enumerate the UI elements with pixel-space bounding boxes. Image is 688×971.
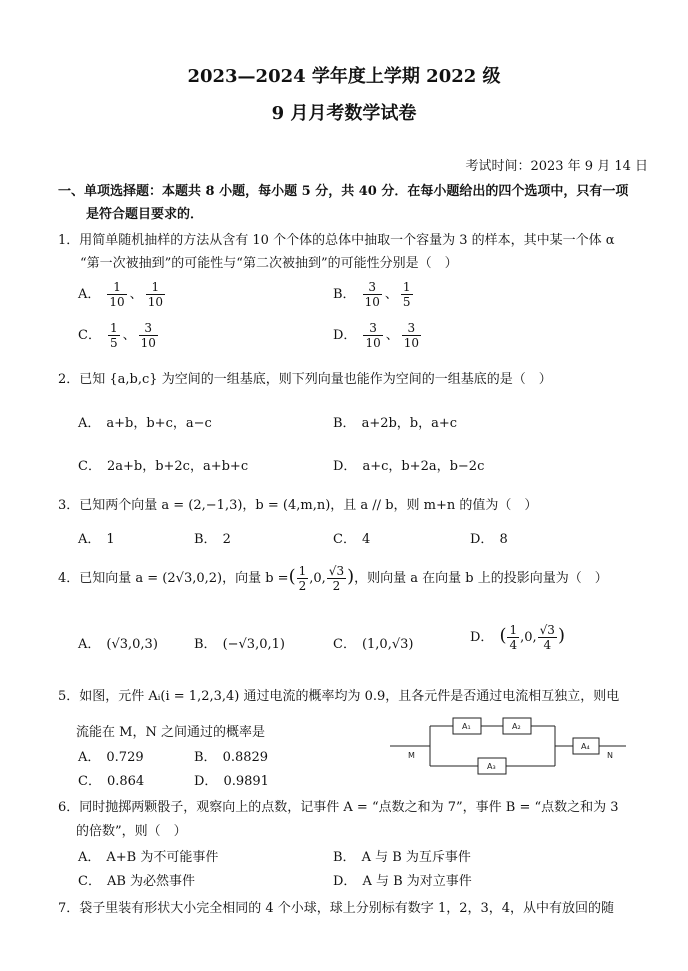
- q2-option-a[interactable]: A． a+b，b+c，a−c: [78, 416, 212, 431]
- q4-option-d[interactable]: D． ( $\frac{1}{4}$ ,0, $\frac{√3}{4}$ ): [470, 623, 565, 652]
- fraction: $\frac{3}{10}$: [140, 321, 156, 350]
- q1-stem: 1．用简单随机抽样的方法从含有 10 个个体的总体中抽取一个容量为 3 的样本，其中某一个体 α: [58, 233, 615, 248]
- q5-option-d[interactable]: D． 0.9891: [194, 774, 269, 789]
- label-a4: A₄: [581, 742, 590, 751]
- q2-option-b[interactable]: B． a+2b，b，a+c: [333, 416, 458, 431]
- q6-option-a[interactable]: A． A+B 为不可能事件: [78, 850, 219, 865]
- label-n: N: [607, 751, 613, 760]
- exam-title-line2: 9 月月考数学试卷: [271, 103, 417, 124]
- circuit-diagram: [390, 708, 635, 783]
- q5-stem-cont: 流能在 M，N 之间通过的概率是: [76, 725, 265, 740]
- q5-stem: 5．如图，元件 Aᵢ(i = 1,2,3,4) 通过电流的概率均为 0.9，且各元件是否通过电流相互独立，则电: [58, 689, 620, 704]
- fraction: $\frac{1}{5}$: [109, 321, 118, 350]
- option-label: D．: [333, 328, 357, 343]
- fraction: $\frac{√3}{2}$: [328, 564, 345, 593]
- q1-stem-cont: “第一次被抽到”的可能性与“第二次被抽到”的可能性分别是（ ）: [80, 256, 458, 271]
- q5-option-b[interactable]: B． 0.8829: [194, 750, 269, 765]
- q6-option-c[interactable]: C． AB 为必然事件: [78, 874, 196, 889]
- q3-option-d[interactable]: D． 8: [470, 532, 508, 547]
- q1-option-c[interactable]: C． $\frac{1}{5}$ 、 $\frac{3}{10}$: [78, 321, 156, 350]
- q6-stem: 6．同时抛掷两颗骰子，观察向上的点数，记事件 A = “点数之和为 7”，事件 B = “点数之和为 3: [58, 800, 619, 815]
- q5-option-c[interactable]: C． 0.864: [78, 774, 145, 789]
- q4-stem: 4．已知向量 a = (2√3,0,2)，向量 b =( $\frac{1}{2}$ ,0, $\frac{√3}{2}$ )，则向量 a 在向量 b 上的投影向量为（ ）: [58, 564, 608, 593]
- q3-option-c[interactable]: C． 4: [333, 532, 371, 547]
- fraction: $\frac{1}{10}$: [147, 280, 163, 309]
- q6-option-d[interactable]: D． A 与 B 为对立事件: [333, 874, 472, 889]
- section1-heading-cont: 是符合题目要求的．: [86, 207, 204, 222]
- q6-option-b[interactable]: B． A 与 B 为互斥事件: [333, 850, 471, 865]
- q3-option-b[interactable]: B． 2: [194, 532, 231, 547]
- exam-title-line1: 2023—2024 学年度上学期 2022 级: [187, 66, 501, 87]
- fraction: $\frac{1}{4}$: [509, 623, 518, 652]
- label-a1: A₁: [462, 722, 471, 731]
- q5-option-a[interactable]: A． 0.729: [78, 750, 144, 765]
- fraction: $\frac{3}{10}$: [365, 321, 381, 350]
- label-m: M: [408, 751, 415, 760]
- q1-option-d[interactable]: D． $\frac{3}{10}$ 、 $\frac{3}{10}$: [333, 321, 420, 350]
- fraction: $\frac{3}{10}$: [364, 280, 380, 309]
- option-label: A．: [78, 287, 101, 302]
- fraction: $\frac{√3}{4}$: [539, 623, 555, 652]
- fraction: $\frac{3}{10}$: [403, 321, 420, 350]
- q1-option-b[interactable]: B． $\frac{3}{10}$ 、 $\frac{1}{5}$: [333, 280, 411, 309]
- option-label: C．: [78, 328, 101, 343]
- q3-option-a[interactable]: A． 1: [78, 532, 115, 547]
- q4-option-a[interactable]: A． (√3,0,3): [78, 637, 158, 652]
- q2-option-d[interactable]: D． a+c，b+2a，b−2c: [333, 459, 485, 474]
- q3-stem: 3．已知两个向量 a = (2,−1,3)，b = (4,m,n)，且 a // b，则 m+n 的值为（ ）: [58, 498, 538, 513]
- option-label: B．: [333, 287, 356, 302]
- q6-stem-cont: 的倍数”，则（ ）: [76, 824, 187, 839]
- fraction: $\frac{1}{5}$: [402, 280, 411, 309]
- exam-time: 考试时间：2023 年 9 月 14 日: [465, 159, 648, 174]
- q2-option-c[interactable]: C． 2a+b，b+2c，a+b+c: [78, 459, 249, 474]
- label-a3: A₃: [487, 762, 496, 771]
- q2-stem: 2．已知 {a,b,c} 为空间的一组基底，则下列向量也能作为空间的一组基底的是（ ）: [58, 372, 552, 387]
- fraction: $\frac{1}{10}$: [109, 280, 125, 309]
- fraction: $\frac{1}{2}$: [298, 564, 307, 593]
- q7-stem: 7．袋子里装有形状大小完全相同的 4 个小球，球上分别标有数字 1，2，3，4，从中有放回的随: [58, 901, 615, 916]
- q4-option-c[interactable]: C． (1,0,√3): [333, 637, 414, 652]
- q1-option-a[interactable]: A． $\frac{1}{10}$ 、 $\frac{1}{10}$: [78, 280, 163, 309]
- label-a2: A₂: [512, 722, 521, 731]
- q4-option-b[interactable]: B． (−√3,0,1): [194, 637, 285, 652]
- section1-heading: 一、单项选择题：本题共 8 小题，每小题 5 分，共 40 分．在每小题给出的四个选项中，只有一项: [58, 184, 629, 199]
